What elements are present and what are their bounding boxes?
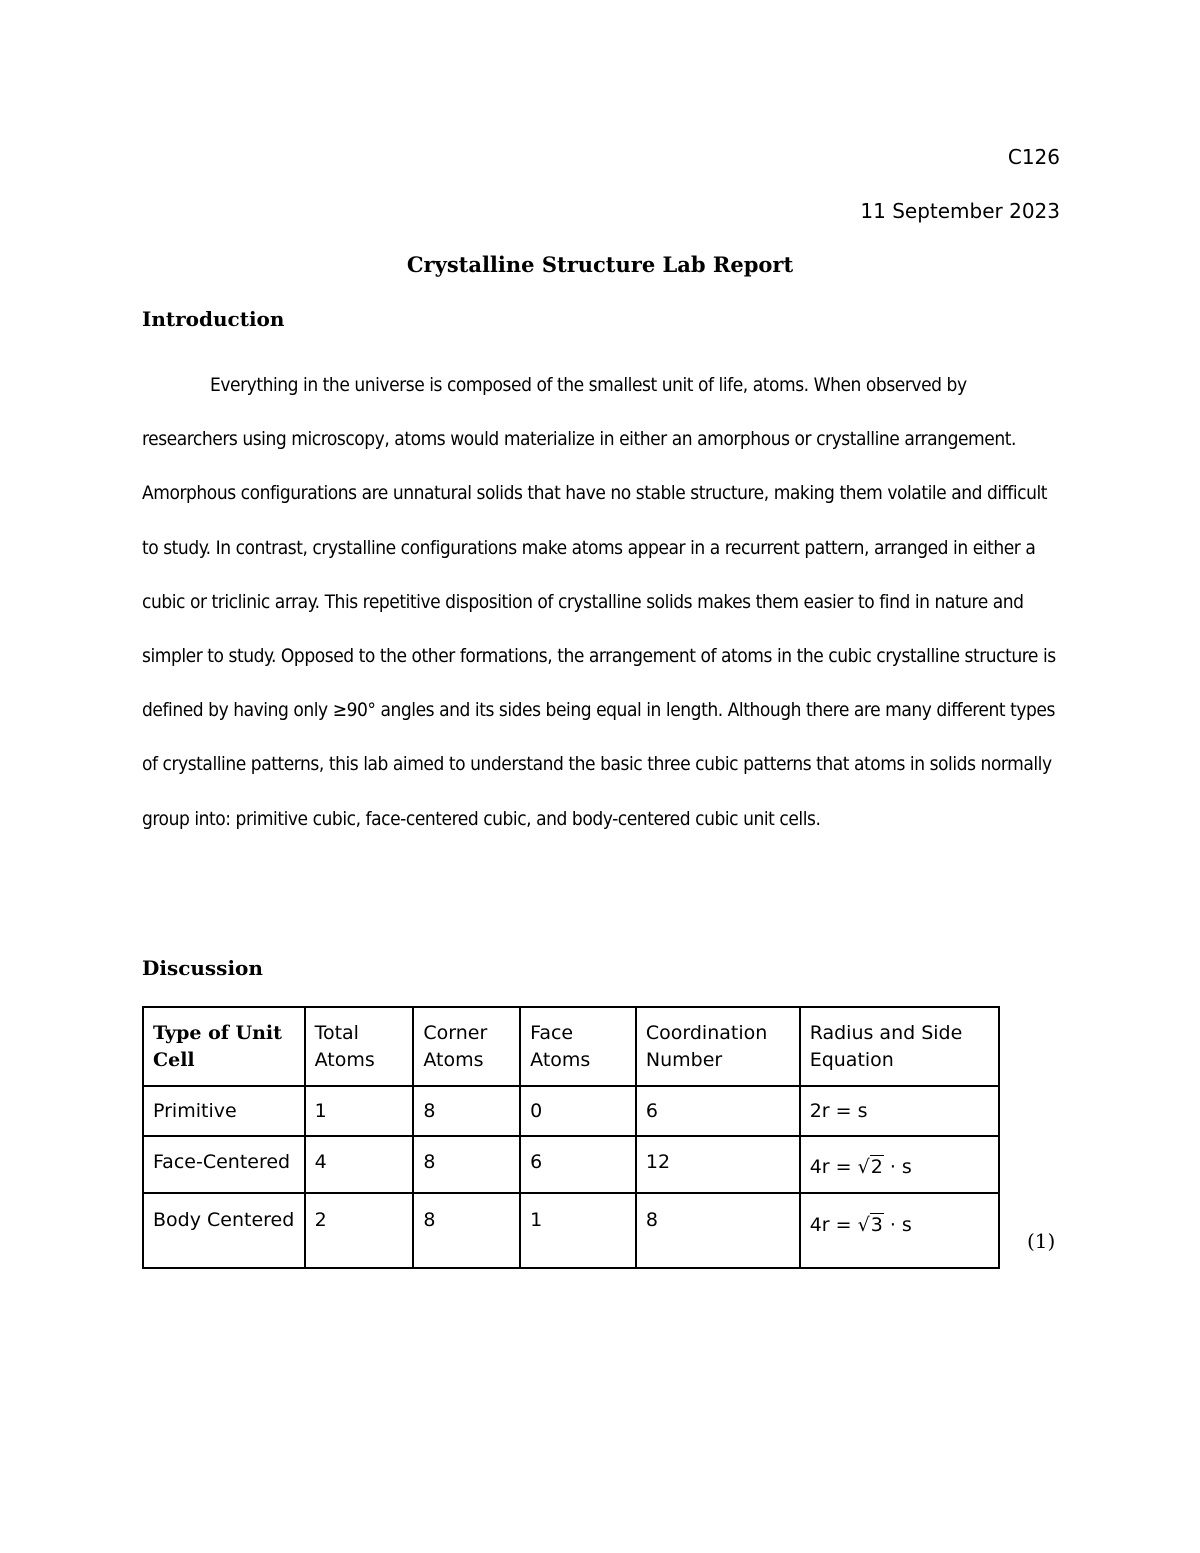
table-cell-coordination: 12 [636, 1136, 800, 1193]
table-cell-type: Face-Centered [143, 1136, 305, 1193]
table-row [143, 1136, 999, 1193]
table-cell-equation: 2r = s [800, 1086, 999, 1136]
equation-body-centered [810, 1207, 912, 1239]
equation-rhs: · s [883, 1156, 912, 1178]
square-root [858, 1212, 884, 1239]
unit-cell-table [142, 1006, 1000, 1269]
table-cell-corner: 8 [413, 1086, 520, 1136]
table-cell-total: 1 [305, 1086, 414, 1136]
table-header-cell: Coordination Number [636, 1007, 800, 1086]
introduction-heading: Introduction [142, 307, 285, 331]
table-header-cell: Face Atoms [520, 1007, 636, 1086]
table-header-cell: Type of Unit Cell [143, 1007, 305, 1086]
table-cell-equation [800, 1136, 999, 1193]
course-code: C126 [1007, 145, 1060, 169]
table-header-row [143, 1007, 999, 1086]
table-cell-coordination: 6 [636, 1086, 800, 1136]
table-cell-face: 0 [520, 1086, 636, 1136]
radical-sign-icon: √ [857, 1156, 870, 1178]
introduction-paragraph: Everything in the universe is composed of the smallest unit of life, atoms. When observed by researchers using microscopy, atoms would materialize in either an amorphous or crystalline arrangement. Amorphous configurations are unnatural solids that have no stable structure, making them volatile and difficult to study. In contrast, crystalline configurations make atoms appear in a recurrent pattern, arranged in either a cubic or triclinic array. This repetitive disposition of crystalline solids makes them easier to find in nature and simpler to study. Opposed to the other formations, the arrangement of atoms in the cubic crystalline structure is defined by having only ≥90° angles and its sides being equal in length. Although there are many different types of crystalline patterns, this lab aimed to understand the basic three cubic patterns that atoms in solids normally group into: primitive cubic, face-centered cubic, and body-centered cubic unit cells. [142, 374, 1056, 830]
equation-lhs: 4r = [809, 1156, 858, 1178]
table-row [143, 1193, 999, 1268]
equation-number: (1) [1027, 1229, 1056, 1253]
table-cell-face: 6 [520, 1136, 636, 1193]
radicand: 2 [870, 1156, 883, 1178]
table-cell-type: Body Centered [143, 1193, 305, 1268]
equation-lhs: 4r = [809, 1214, 858, 1236]
discussion-heading: Discussion [142, 956, 263, 980]
table-cell-total: 2 [305, 1193, 414, 1268]
table-header-cell: Radius and Side Equation [800, 1007, 999, 1086]
equation-rhs: · s [883, 1214, 912, 1236]
report-date: 11 September 2023 [860, 199, 1060, 223]
equation-face-centered [810, 1149, 912, 1181]
table-cell-corner: 8 [413, 1136, 520, 1193]
table-cell-corner: 8 [413, 1193, 520, 1268]
table-header-cell: Total Atoms [305, 1007, 414, 1086]
table-cell-type: Primitive [143, 1086, 305, 1136]
radicand: 3 [870, 1214, 883, 1236]
table-cell-total: 4 [305, 1136, 414, 1193]
page-title: Crystalline Structure Lab Report [406, 252, 794, 277]
table-cell-face: 1 [520, 1193, 636, 1268]
radical-sign-icon: √ [857, 1214, 870, 1236]
table-row [143, 1086, 999, 1136]
square-root [858, 1154, 884, 1181]
table-cell-equation [800, 1193, 999, 1268]
table-header-cell: Corner Atoms [413, 1007, 520, 1086]
table-cell-coordination: 8 [636, 1193, 800, 1268]
